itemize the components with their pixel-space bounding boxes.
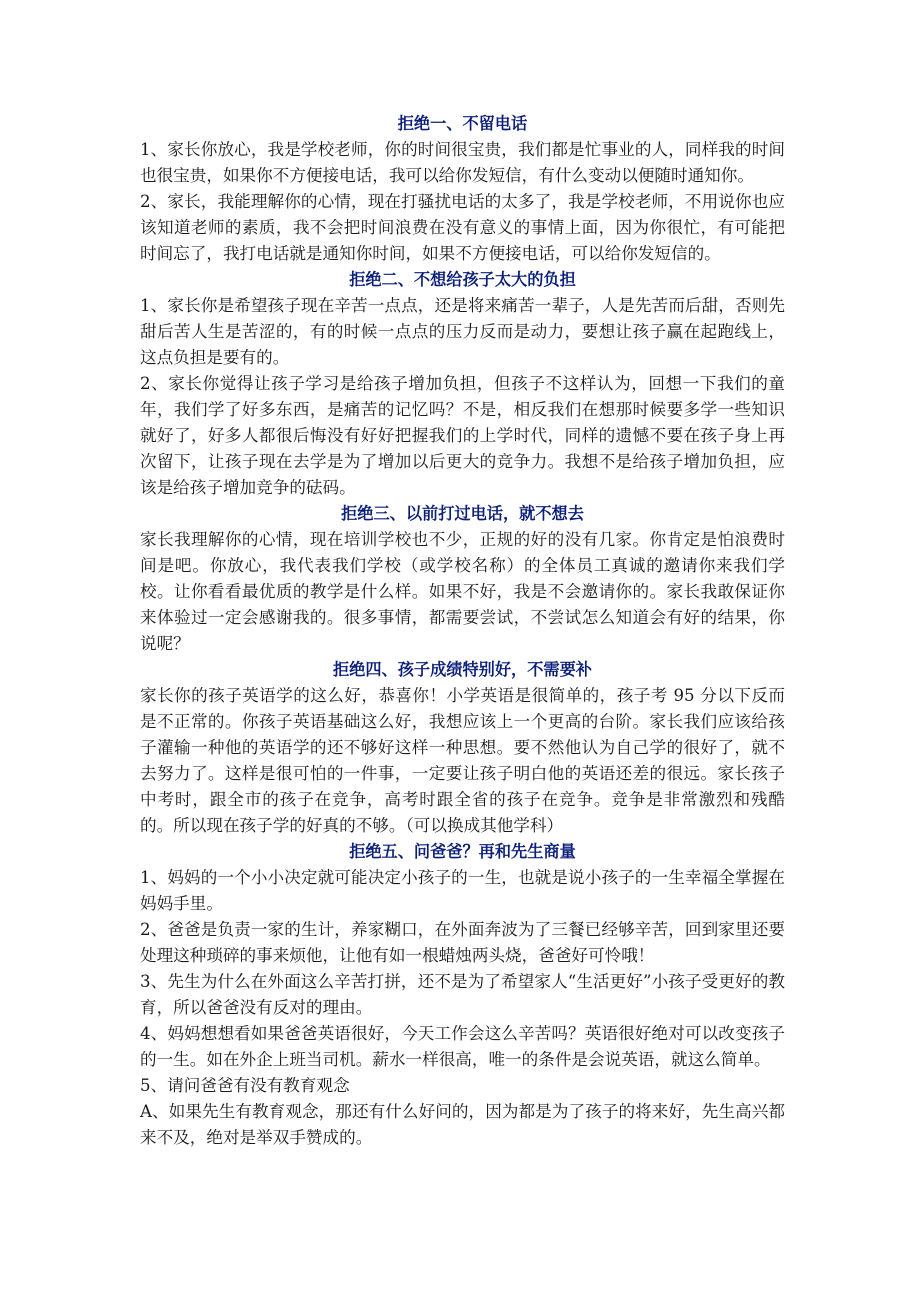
section-3 xyxy=(140,501,785,657)
paragraph: 2、家长，我能理解你的心情，现在打骚扰电话的太多了，我是学校老师，不用说你也应该知道老师的素质，我不会把时间浪费在没有意义的事情上面，因为你很忙，有可能把时间忘了，我打电话就是通知你时间，如果不方便接电话，可以给你发短信的。 xyxy=(140,192,785,263)
paragraph: 1、妈妈的一个小小决定就可能决定小孩子的一生，也就是说小孩子的一生幸福全掌握在妈妈手里。 xyxy=(140,868,785,913)
paragraph: 5、请问爸爸有没有教育观念 xyxy=(140,1076,350,1095)
paragraph: A、如果先生有教育观念，那还有什么好问的，因为都是为了孩子的将来好，先生高兴都来不及，绝对是举双手赞成的。 xyxy=(140,1102,785,1147)
paragraph: 1、家长你是希望孩子现在辛苦一点点，还是将来痛苦一辈子，人是先苦而后甜，否则先甜后苦人生是苦涩的，有的时候一点点的压力反而是动力，要想让孩子赢在起跑线上，这点负担是要有的。 xyxy=(140,296,785,367)
paragraph: 2、家长你觉得让孩子学习是给孩子增加负担，但孩子不这样认为，回想一下我们的童年，我们学了好多东西，是痛苦的记忆吗？不是，相反我们在想那时候要多学一些知识就好了，好多人都很后悔没有好好把握我们的上学时代，同样的遗憾不要在孩子身上再次留下，让孩子现在去学是为了增加以后更大的竞争力。我想不是给孩子增加负担，应该是给孩子增加竞争的砝码。 xyxy=(140,374,785,497)
paragraph: 3、先生为什么在外面这么辛苦打拼，还不是为了希望家人“生活更好”小孩子受更好的教育，所以爸爸没有反对的理由。 xyxy=(140,972,785,1017)
section-2 xyxy=(140,267,785,501)
paragraph: 1、家长你放心，我是学校老师，你的时间很宝贵，我们都是忙事业的人，同样我的时间也很宝贵，如果你不方便接电话，我可以给你发短信，有什么变动以便随时通知你。 xyxy=(140,140,785,185)
section-heading: 拒绝一、不留电话 xyxy=(397,114,528,133)
paragraph: 家长你的孩子英语学的这么好，恭喜你！小学英语是很简单的，孩子考 95 分以下反而是不正常的。你孩子英语基础这么好，我想应该上一个更高的台阶。家长我们应该给孩子灌输一种他的英语学的还不够好这样一种思想。要不然他认为自己学的很好了，就不去努力了。这样是很可怕的一件事，一定要让孩子明白他的英语还差的很远。家长孩子中考时，跟全市的孩子在竞争，高考时跟全省的孩子在竞争。竞争是非常激烈和残酷的。所以现在孩子学的好真的不够。（可以换成其他学科） xyxy=(140,686,785,835)
section-heading: 拒绝二、不想给孩子太大的负担 xyxy=(349,270,576,289)
section-4 xyxy=(140,657,785,839)
section-heading: 拒绝四、孩子成绩特别好，不需要补 xyxy=(333,660,592,679)
section-heading: 拒绝五、问爸爸？再和先生商量 xyxy=(349,842,576,861)
paragraph: 家长我理解你的心情，现在培训学校也不少，正规的好的没有几家。你肯定是怕浪费时间是吧。你放心，我代表我们学校（或学校名称）的全体员工真诚的邀请你来我们学校。让你看看最优质的教学是什么样。如果不好，我是不会邀请你的。家长我敢保证你来体验过一定会感谢我的。很多事情，都需要尝试，不尝试怎么知道会有好的结果，你说呢？ xyxy=(140,530,785,653)
section-heading: 拒绝三、以前打过电话，就不想去 xyxy=(341,504,584,523)
section-1 xyxy=(140,111,785,267)
document-page xyxy=(140,111,785,1151)
paragraph: 2、爸爸是负责一家的生计，养家糊口，在外面奔波为了三餐已经够辛苦，回到家里还要处理这种琐碎的事来烦他，让他有如一根蜡烛两头烧，爸爸好可怜哦！ xyxy=(140,920,785,965)
section-5 xyxy=(140,839,785,1151)
paragraph: 4、妈妈想想看如果爸爸英语很好，今天工作会这么辛苦吗？英语很好绝对可以改变孩子的一生。如在外企上班当司机。薪水一样很高，唯一的条件是会说英语，就这么简单。 xyxy=(140,1024,785,1069)
